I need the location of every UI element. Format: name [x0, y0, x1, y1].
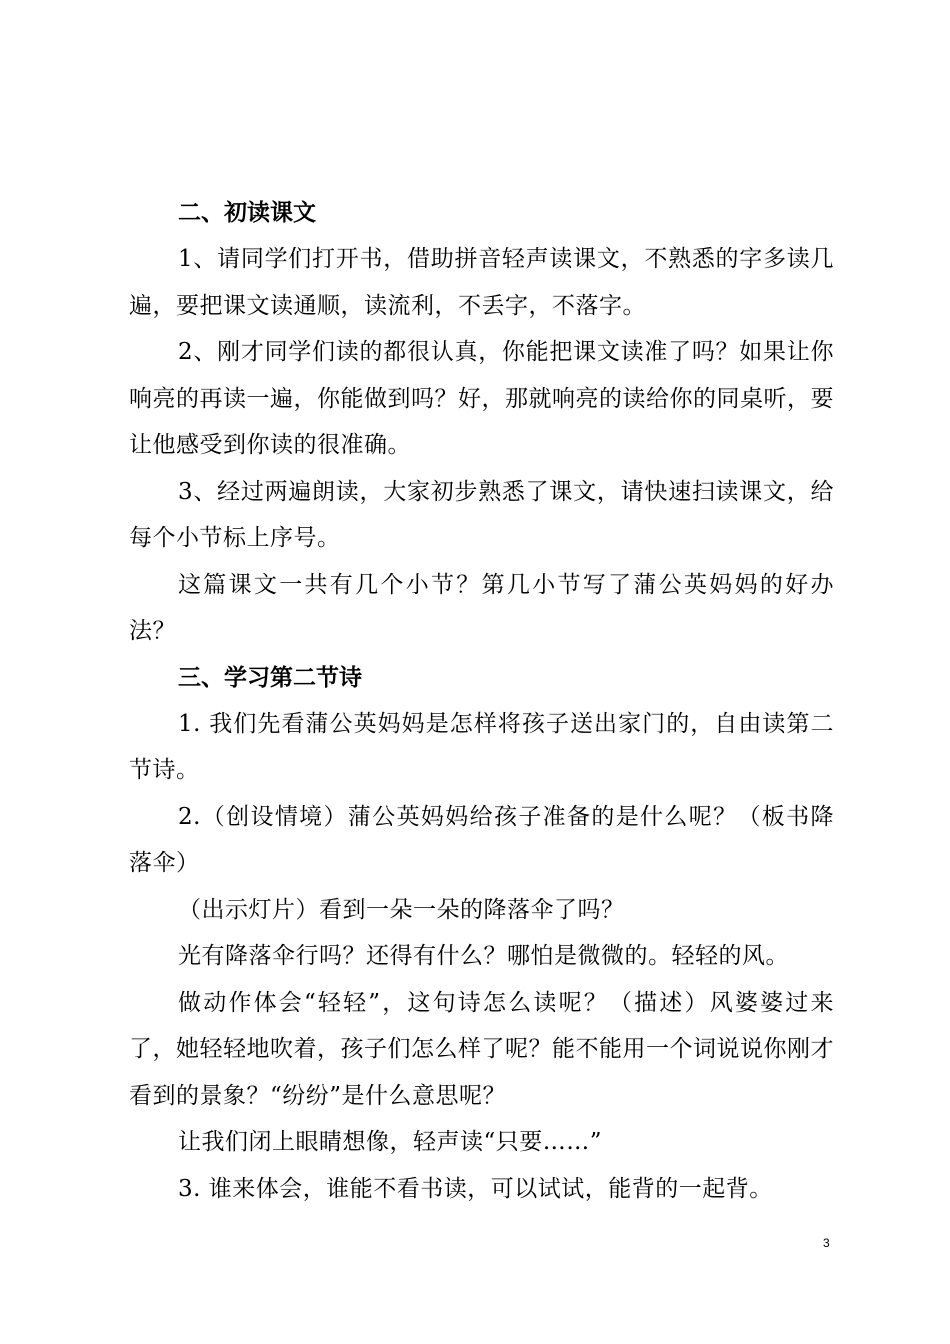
paragraph: 2、刚才同学们读的都很认真，你能把课文读准了吗？如果让你响亮的再读一遍，你能做到吗？好，那就响亮的读给你的同桌听，要让他感受到你读的很准确。	[129, 339, 834, 458]
page-content	[129, 190, 834, 1212]
paragraph: 这篇课文一共有几个小节？第几小节写了蒲公英妈妈的好办法？	[129, 571, 834, 644]
section-heading: 二、初读课文	[178, 200, 316, 226]
paragraph: 让我们闭上眼睛想像，轻声读“只要……”	[178, 1129, 603, 1155]
paragraph: 做动作体会“轻轻”，这句诗怎么读呢？（描述）风婆婆过来了，她轻轻地吹着，孩子们怎么样了呢？能不能用一个词说说你刚才看到的景象？“纷纷”是什么意思呢？	[129, 989, 834, 1109]
section-heading: 三、学习第二节诗	[178, 664, 362, 691]
paragraph: 3、经过两遍朗读，大家初步熟悉了课文，请快速扫读课文，给每个小节标上序号。	[129, 478, 834, 551]
paragraph: 3. 谁来体会，谁能不看书读，可以试试，能背的一起背。	[178, 1175, 773, 1202]
paragraph: 1、请同学们打开书，借助拼音轻声读课文，不熟悉的字多读几遍，要把课文读通顺，读流利，不丢字，不落字。	[129, 246, 834, 319]
paragraph: 光有降落伞行吗？还得有什么？哪怕是微微的。轻轻的风。	[178, 943, 789, 969]
paragraph: 1. 我们先看蒲公英妈妈是怎样将孩子送出家门的，自由读第二节诗。	[129, 710, 834, 783]
paragraph: （出示灯片）看到一朵一朵的降落伞了吗？	[178, 896, 625, 923]
page-number: 3	[823, 1236, 830, 1250]
paragraph: 2.（创设情境）蒲公英妈妈给孩子准备的是什么呢？（板书降落伞）	[129, 803, 834, 876]
